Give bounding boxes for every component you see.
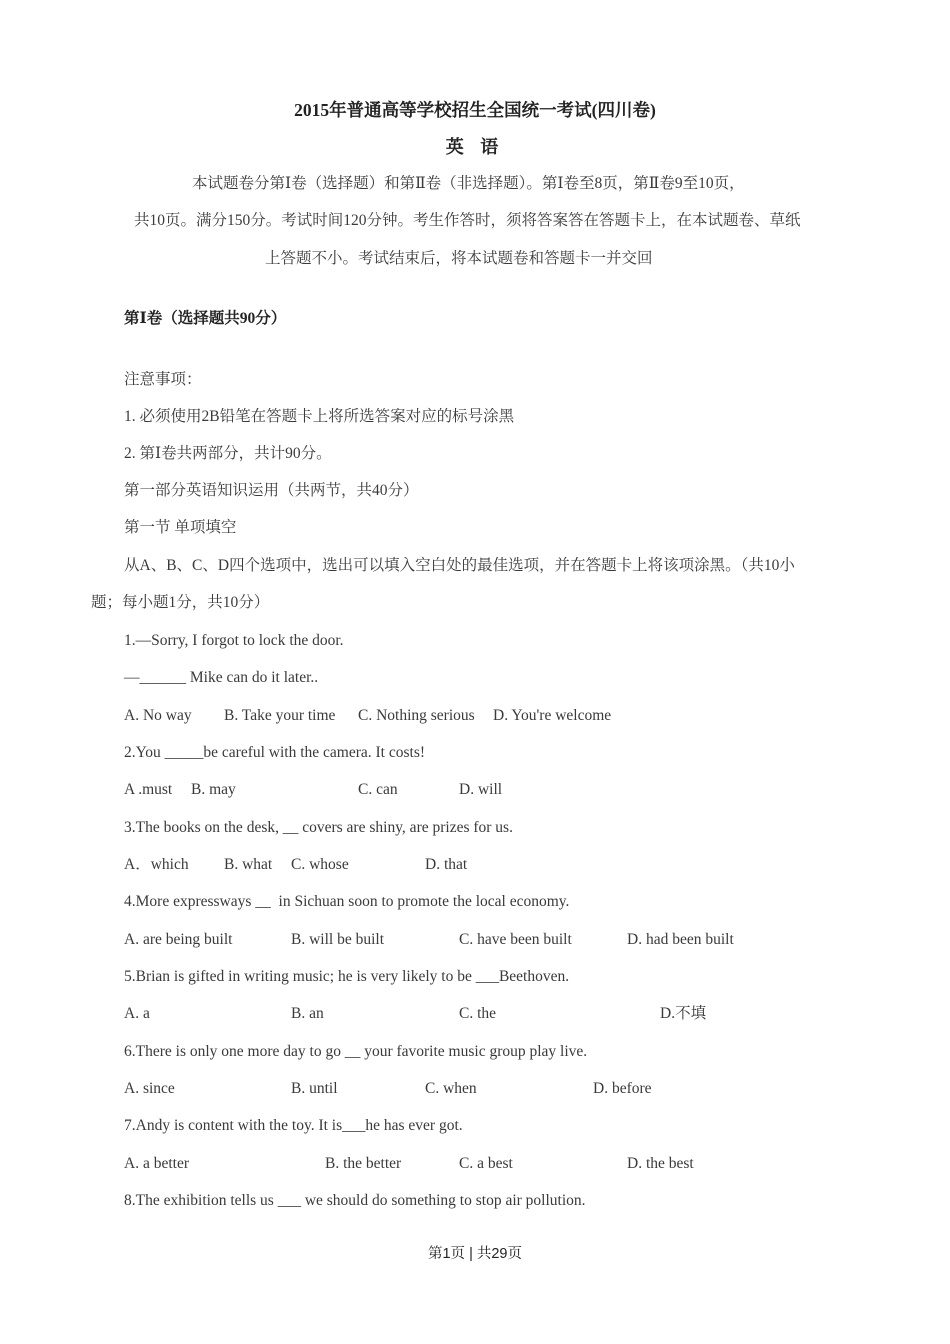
section-heading: 第Ⅰ卷（选择题共90分） [124,310,287,327]
question-2-option-b: B. may [191,781,236,798]
question-8-stem: 8.The exhibition tells us ___ we should do something to stop air pollution. [124,1192,586,1209]
question-5-option-b: B. an [291,1005,324,1022]
question-1-option-b: B. Take your time [224,707,336,724]
intro-line-1: 本试题卷分第Ⅰ卷（选择题）和第Ⅱ卷（非选择题）。第Ⅰ卷至8页，第Ⅱ卷9至10页， [192,175,745,192]
part-heading: 第一部分英语知识运用（共两节，共40分） [124,482,419,499]
question-2-option-c: C. can [358,781,398,798]
exam-title: 2015年普通高等学校招生全国统一考试(四川卷) [294,100,656,120]
question-2-option-d: D. will [459,781,503,798]
subsection-heading: 第一节 单项填空 [124,519,237,536]
question-2-stem: 2.You _____be careful with the camera. It costs! [124,744,426,761]
instructions-line-2: 题；每小题1分，共10分） [91,594,270,611]
question-7-stem: 7.Andy is content with the toy. It is___he has ever got. [124,1117,463,1134]
question-4-option-d: D. had been built [627,931,734,948]
notes-title: 注意事项： [124,371,202,388]
question-7-option-b: B. the better [325,1155,402,1172]
question-1-option-c: C. Nothing serious [358,707,475,724]
question-3-option-d: D. that [425,856,468,873]
page-number: 第1页 | 共29页 [427,1246,523,1262]
question-2-option-a: A .must [124,781,173,798]
question-7-option-a: A. a better [124,1155,189,1172]
question-7-option-d: D. the best [627,1155,694,1172]
question-3-option-b: B. what [224,856,273,873]
question-6-option-d: D. before [593,1080,652,1097]
question-5-option-d: D.不填 [660,1005,707,1022]
question-3-stem: 3.The books on the desk, __ covers are shiny, are prizes for us. [124,819,513,836]
question-4-option-b: B. will be built [291,931,384,948]
intro-line-2: 共10页。满分150分。考试时间120分钟。考生作答时，须将答案答在答题卡上，在本试题卷、草纸 [134,212,801,229]
subject-title: 英 语 [445,137,505,157]
question-6-option-a: A. since [124,1080,175,1097]
question-4-option-a: A. are being built [124,931,233,948]
question-5-option-a: A. a [124,1005,150,1022]
question-4-option-c: C. have been built [459,931,572,948]
question-4-stem: 4.More expressways __ in Sichuan soon to promote the local economy. [124,893,570,910]
question-1-response: —______ Mike can do it later.. [124,669,319,686]
instructions-line-1: 从A、B、C、D四个选项中，选出可以填入空白处的最佳选项，并在答题卡上将该项涂黑。（共10小 [124,557,795,574]
question-3-option-a: A．which [124,856,189,873]
question-6-option-c: C. when [425,1080,477,1097]
question-3-option-c: C. whose [291,856,349,873]
question-5-stem: 5.Brian is gifted in writing music; he is very likely to be ___Beethoven. [124,968,570,985]
question-1-option-a: A. No way [124,707,192,724]
intro-line-3: 上答题不小。考试结束后，将本试题卷和答题卡一并交回 [265,250,653,267]
note-item: 2. 第Ⅰ卷共两部分，共计90分。 [124,445,332,462]
question-6-stem: 6.There is only one more day to go __ your favorite music group play live. [124,1043,588,1060]
question-6-option-b: B. until [291,1080,338,1097]
question-5-option-c: C. the [459,1005,497,1022]
question-1-option-d: D. You're welcome [493,707,612,724]
question-7-option-c: C. a best [459,1155,513,1172]
question-1-stem: 1.—Sorry, I forgot to lock the door. [124,632,344,649]
note-item: 1. 必须使用2B铅笔在答题卡上将所选答案对应的标号涂黑 [124,408,515,425]
